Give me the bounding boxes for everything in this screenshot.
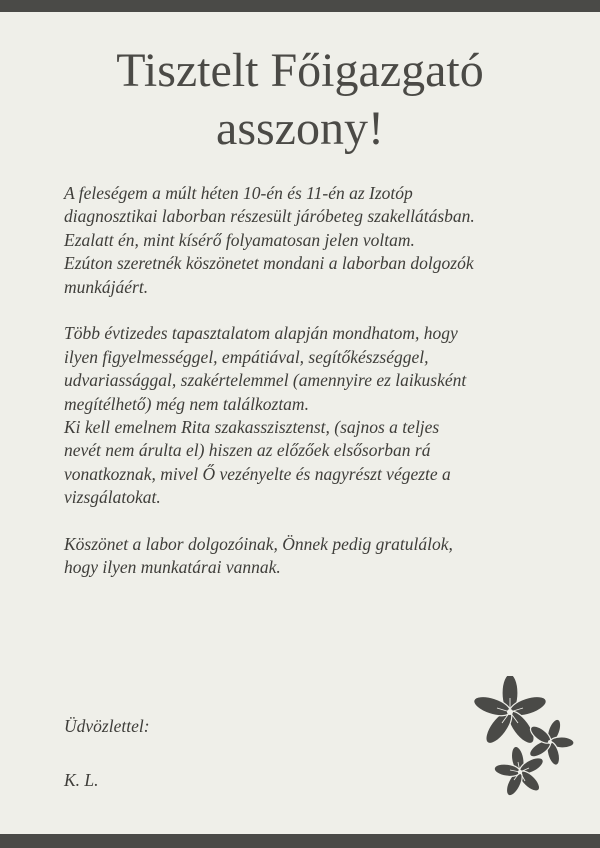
text-line: nevét nem árulta el) hiszen az előzőek elsősorban rá	[64, 440, 431, 461]
text-line: hogy ilyen munkatárai vannak.	[64, 557, 281, 578]
text-line: Ki kell emelnem Rita szakasszisztenst, (sajnos a teljes	[64, 417, 440, 438]
text-line: munkájáért.	[64, 276, 149, 297]
text-line: Ezúton szeretnék köszönetet mondani a laborban dolgozók	[64, 253, 474, 274]
bottom-border-bar	[0, 834, 600, 848]
text-line: Több évtizedes tapasztalatom alapján mondhatom, hogy	[64, 323, 458, 344]
text-line: udvariassággal, szakértelemmel (amennyire ez laikusként	[64, 370, 467, 391]
signature-initials: K. L.	[64, 770, 99, 790]
text-line: ilyen figyelmességgel, empátiával, segítőkészséggel,	[64, 346, 429, 367]
letter-title	[0, 42, 600, 158]
flower-icon	[470, 676, 574, 804]
text-line: Ezalatt én, mint kísérő folyamatosan jelen voltam.	[64, 229, 415, 250]
closing-greeting: Üdvözlettel:	[64, 716, 150, 736]
text-line: A feleségem a múlt héten 10-én és 11-én az Izotóp	[64, 183, 413, 203]
title-line-1: Tisztelt Főigazgató	[116, 44, 484, 97]
text-line: vonatkoznak, mivel Ő vezényelte és nagyrészt végezte a	[64, 463, 451, 484]
letter-body	[64, 182, 544, 603]
title-line-2: asszony!	[216, 102, 384, 155]
text-line: diagnosztikai laborban részesült járóbeteg szakellátásban.	[64, 206, 475, 227]
paragraph-1	[64, 182, 544, 299]
text-line: megítélhető) még nem találkoztam.	[64, 393, 309, 414]
text-line: Köszönet a labor dolgozóinak, Önnek pedig gratulálok,	[64, 534, 453, 555]
text-line: vizsgálatokat.	[64, 487, 161, 508]
paragraph-2	[64, 322, 544, 509]
paragraph-3	[64, 533, 544, 580]
top-border-bar	[0, 0, 600, 12]
